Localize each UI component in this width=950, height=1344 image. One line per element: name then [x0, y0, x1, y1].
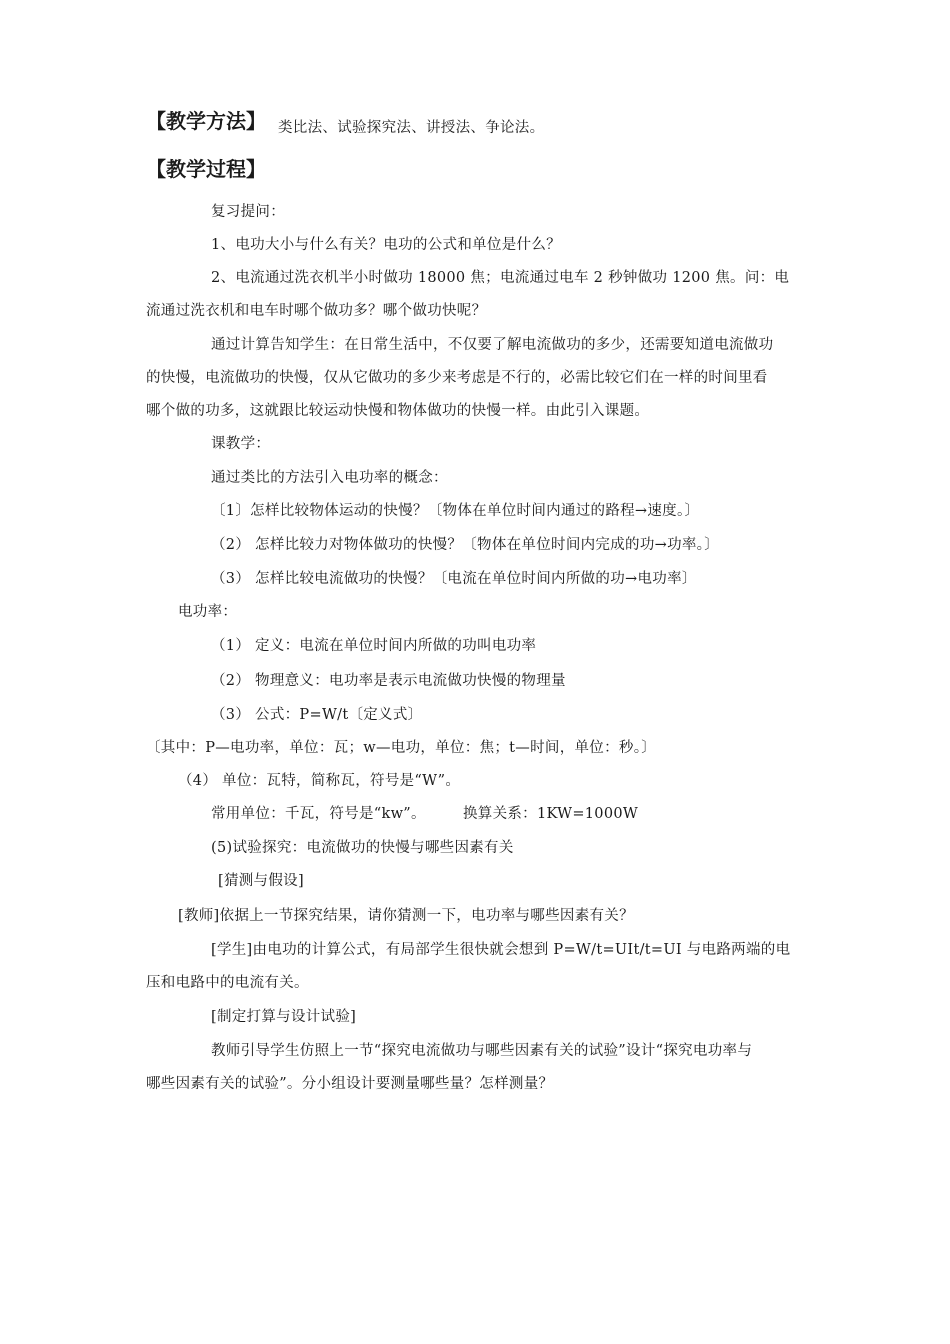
text-line: [教师]依据上一节探究结果，请你猜测一下，电功率与哪些因素有关？ — [178, 908, 634, 924]
text-line: 课教学： — [211, 436, 271, 452]
text-line: 常用单位：千瓦，符号是“kw”。 换算关系：1KW=1000W — [211, 806, 639, 822]
text-line: 压和电路中的电流有关。 — [146, 975, 309, 991]
text-line: 2、电流通过洗衣机半小时做功 18000 焦；电流通过电车 2 秒钟做功 1200 焦。问：电 — [211, 270, 790, 286]
text-line: 〔1〕怎样比较物体运动的快慢？〔物体在单位时间内通过的路程→速度。〕 — [211, 503, 700, 519]
text-line: （3） 怎样比较电流做功的快慢？〔电流在单位时间内所做的功→电功率〕 — [211, 571, 697, 587]
process-heading: 【教学过程】 — [146, 157, 266, 181]
text-line: 通过类比的方法引入电功率的概念： — [211, 470, 448, 486]
text-line: 通过计算告知学生：在日常生活中，不仅要了解电流做功的多少，还需要知道电流做功 — [211, 337, 774, 353]
text-line: （2） 物理意义：电功率是表示电流做功快慢的物理量 — [211, 673, 566, 689]
text-line: 电功率： — [178, 604, 238, 620]
text-line: [学生]由电功的计算公式，有局部学生很快就会想到 P=W/t=UIt/t=UI 与电路两端的电 — [211, 942, 791, 958]
text-line: 流通过洗衣机和电车时哪个做功多？哪个做功快呢？ — [146, 303, 487, 319]
method-text: 类比法、试验探究法、讲授法、争论法。 — [278, 120, 545, 136]
text-line: 哪个做的功多，这就跟比较运动快慢和物体做功的快慢一样。由此引入课题。 — [146, 403, 650, 419]
text-line: 哪些因素有关的试验”。分小组设计要测量哪些量？怎样测量？ — [146, 1076, 554, 1092]
text-line: 1、电功大小与什么有关？电功的公式和单位是什么？ — [211, 237, 561, 253]
text-line: 〔其中：P—电功率，单位：瓦；w—电功，单位：焦；t—时间，单位：秒。〕 — [146, 740, 657, 756]
method-heading: 【教学方法】 — [146, 109, 266, 133]
text-line: （4） 单位：瓦特，简称瓦，符号是“W”。 — [178, 773, 461, 789]
text-line: 的快慢，电流做功的快慢，仅从它做功的多少来考虑是不行的，必需比较它们在一样的时间里看 — [146, 370, 768, 386]
text-line: （1） 定义：电流在单位时间内所做的功叫电功率 — [211, 638, 537, 654]
text-line: 复习提问： — [211, 204, 285, 220]
text-line: [猜测与假设] — [218, 873, 304, 889]
text-line: [制定打算与设计试验] — [211, 1009, 357, 1025]
text-line: (5)试验探究：电流做功的快慢与哪些因素有关 — [211, 840, 514, 856]
text-line: 教师引导学生仿照上一节“探究电流做功与哪些因素有关的试验”设计“探究电功率与 — [211, 1043, 753, 1059]
text-line: （2） 怎样比较力对物体做功的快慢？〔物体在单位时间内完成的功→功率。〕 — [211, 537, 720, 553]
text-line: （3） 公式：P=W/t〔定义式〕 — [211, 707, 423, 723]
